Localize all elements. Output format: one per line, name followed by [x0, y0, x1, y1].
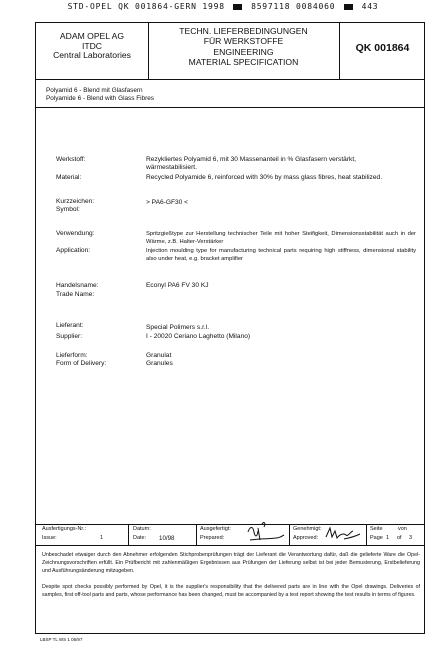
symbol-label-en: Symbol: — [56, 206, 80, 213]
prepared-signature-icon — [246, 518, 286, 544]
material-value-en: Recycled Polyamide 6, reinforced with 30% by mass glass fibres, heat stabilized. — [146, 174, 383, 181]
page-label-de: Seite — [370, 526, 383, 532]
date-value: 10/98 — [159, 535, 175, 542]
supplier-address: I - 20020 Ceriano Laghetto (Milano) — [146, 333, 251, 340]
company-block — [36, 32, 148, 61]
symbol-label-de: Kurzzeichen: — [56, 198, 95, 205]
document-code-left: STD-OPEL QK 001864-GERN 1998 — [67, 2, 225, 11]
date-label-en: Date: — [133, 535, 147, 541]
issue-block-divider — [366, 524, 367, 545]
subtitle-bottom-rule — [36, 107, 424, 108]
barcode-block-icon — [344, 4, 353, 10]
delivery-form-label-en: Form of Delivery: — [56, 360, 107, 367]
material-value-de-cont: wärmestabilisiert. — [146, 164, 197, 171]
document-code-middle: 8597118 0084060 — [251, 2, 336, 11]
document-code-right: 443 — [361, 2, 379, 11]
company-name: ADAM OPEL AG — [59, 31, 125, 41]
material-value-de: Rezykliertes Polyamid 6, mit 30 Massenanteil in % Glasfasern verstärkt, — [146, 156, 356, 163]
date-label-de: Datum: — [133, 526, 151, 532]
title-en-line-1: ENGINEERING — [213, 47, 274, 57]
disclaimer-en: Despite spot checks possibly performed by Opel, it is the supplier's responsibility that the delivered parts are in line with the Opel drawings. Deliveries of samples, first off-tool parts and parts, whose performance has been changed, must be accompanied by a test report showing the test results in terms of figures. — [42, 584, 420, 599]
application-label-de: Verwendung: — [56, 230, 95, 237]
page-number: 1 — [386, 535, 390, 541]
form-code: LBSP TL WS 1 06/97 — [40, 637, 83, 642]
trade-name-label-en: Trade Name: — [56, 291, 95, 298]
trade-name-value: Econyl PA6 FV 30 KJ — [146, 282, 209, 289]
company-department: Central Laboratories — [53, 50, 131, 60]
page-total: 3 — [409, 535, 413, 541]
supplier-label-en: Supplier: — [56, 333, 83, 340]
supplier-label-de: Lieferant: — [56, 322, 84, 329]
issue-block-divider — [289, 524, 290, 545]
issue-block-divider — [128, 524, 129, 545]
title-de-line-1: TECHN. LIEFERBEDINGUNGEN — [179, 26, 308, 36]
approved-label-en: Approved: — [293, 535, 319, 541]
subtitle-de: Polyamid 6 - Blend mit Glasfasern — [46, 87, 143, 94]
material-label-en: Material: — [56, 174, 82, 181]
issue-value: 1 — [100, 535, 104, 541]
page-label-en: Page — [370, 535, 383, 541]
document-title-block — [148, 27, 339, 67]
page-of-label-de: von — [398, 526, 407, 532]
delivery-form-label-de: Lieferform: — [56, 352, 88, 359]
prepared-label-de: Ausgefertigt: — [200, 526, 231, 532]
disclaimer-de: Unbeschadet etwaiger durch den Abnehmer erfolgenden Stichprobenprüfungen trägt der Lieferant die Verantwortung dafür, daß die gelieferte Ware die Opel-Zeichnungsvorschriften erfüllt. Ein Prüfbericht mit zahlenmäßigen Ergebnissen aus Prüfungen der Lieferung selbst ist bei jeder Bemusterung, Erstbelieferung und Ausführungsänderung mitzugeben. — [42, 552, 420, 575]
material-label-de: Werkstoff: — [56, 156, 86, 163]
issue-label-de: Ausfertigungs-Nr.: — [42, 526, 87, 532]
title-en-line-2: MATERIAL SPECIFICATION — [188, 56, 299, 67]
company-unit: ITDC — [81, 40, 103, 51]
document-code-line — [0, 2, 446, 11]
barcode-block-icon — [233, 4, 242, 10]
page-of-label-en: of — [397, 535, 402, 541]
approved-label-de: Genehmigt: — [293, 526, 322, 532]
issue-block-bottom-rule — [36, 545, 424, 546]
header-bottom-rule — [36, 79, 424, 80]
prepared-label-en: Prepared: — [200, 535, 225, 541]
application-value-en: Injection moulding type for manufacturing technical parts requiring high stiffness, dimensional stability also under heat, e.g. bracket amplifier — [146, 248, 416, 263]
supplier-name: Special Polimers s.r.l. — [146, 324, 210, 331]
title-de-line-2: FÜR WERKSTOFFE — [203, 35, 284, 46]
delivery-form-value-en: Granules — [146, 360, 173, 367]
trade-name-label-de: Handelsname: — [56, 282, 99, 289]
issue-label-en: Issue: — [42, 535, 57, 541]
delivery-form-value-de: Granulat — [146, 352, 172, 359]
symbol-value: > PA6-GF30 < — [146, 199, 189, 206]
application-value-de: Spritzgießtype zur Herstellung technischer Teile mit hoher Steifigkeit, Dimensionsstabilität auch in der Wärme, z.B. Halter-Verstärker — [146, 231, 416, 246]
subtitle-en: Polyamide 6 - Blend with Glass Fibres — [46, 95, 154, 102]
approved-signature-icon — [324, 525, 362, 543]
application-label-en: Application: — [56, 247, 91, 254]
spec-number: QK 001864 — [355, 42, 410, 54]
specification-sheet — [35, 22, 425, 634]
issue-block-divider — [196, 524, 197, 545]
